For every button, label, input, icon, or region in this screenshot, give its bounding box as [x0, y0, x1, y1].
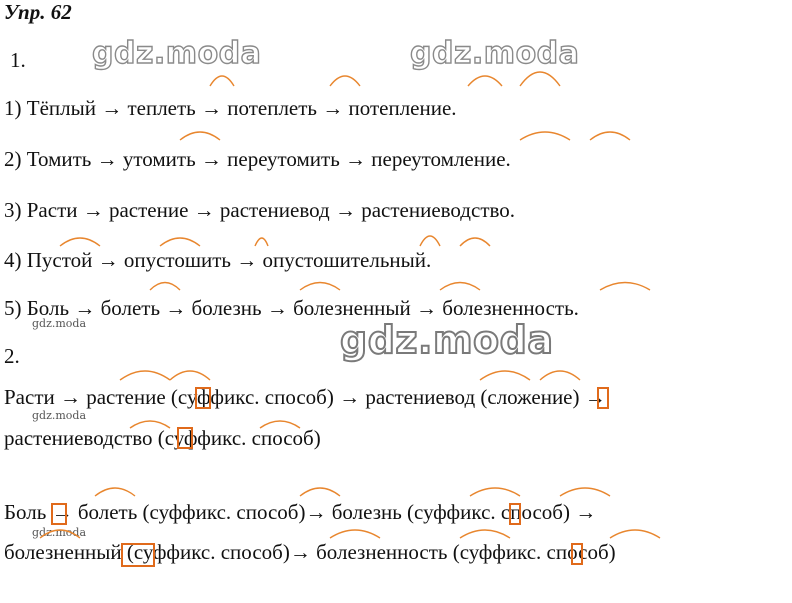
section-number: 2. — [4, 344, 20, 368]
root-arc — [260, 421, 300, 428]
root-arc — [330, 76, 360, 86]
root-arc — [600, 283, 650, 291]
ending-box — [510, 504, 520, 524]
root-arc — [480, 371, 530, 380]
watermark: gdz.moda — [92, 36, 262, 71]
ending-box — [122, 544, 154, 566]
derivation-line: 2) Томить → утомить → переутомить → переутомление. — [4, 147, 511, 171]
root-arc — [520, 132, 570, 140]
root-arc — [95, 488, 135, 496]
watermark: gdz.moda — [340, 318, 554, 362]
method-line: растениеводство (суффикс. способ) — [4, 426, 321, 450]
method-line: болезненный (суффикс. способ)→ болезненность (суффикс. способ) — [4, 540, 616, 564]
root-arc — [440, 283, 480, 291]
derivation-line: 1) Тёплый → теплеть → потеплеть → потепление. — [4, 96, 457, 120]
root-arc — [60, 238, 100, 246]
ending-box — [598, 388, 608, 408]
watermark: gdz.moda — [32, 526, 87, 539]
watermark: gdz.moda — [32, 317, 87, 330]
root-arc — [120, 371, 170, 380]
root-arc — [210, 76, 234, 86]
derivation-line: 5) Боль → болеть → болезнь → болезненный → болезненность. — [4, 296, 579, 320]
root-arc — [330, 530, 380, 538]
root-arc — [300, 488, 340, 496]
root-arc — [468, 76, 502, 86]
watermark: gdz.moda — [410, 36, 580, 71]
ending-box — [196, 388, 210, 408]
derivation-line: 4) Пустой → опустошить → опустошительный. — [4, 248, 432, 272]
root-arc — [40, 530, 80, 538]
root-arc — [520, 72, 560, 86]
root-arc — [130, 421, 170, 428]
root-arc — [610, 530, 660, 538]
method-line: Боль → болеть (суффикс. способ)→ болезнь (суффикс. способ) → — [4, 500, 597, 524]
ending-box — [52, 504, 66, 524]
root-arc — [590, 132, 630, 140]
root-arc — [160, 238, 200, 246]
root-arc — [420, 236, 440, 246]
ending-box — [572, 544, 582, 564]
watermark: gdz.moda — [32, 409, 87, 422]
root-arc — [170, 371, 210, 380]
root-arc — [300, 283, 340, 291]
root-arc — [150, 283, 180, 291]
root-arc — [460, 530, 510, 538]
root-arc — [560, 488, 610, 496]
exercise-title: Упр. 62 — [4, 0, 72, 24]
section-number: 1. — [10, 48, 26, 72]
root-arc — [180, 132, 220, 140]
root-arc — [255, 238, 268, 246]
root-arc — [460, 238, 490, 246]
root-arc — [470, 488, 520, 496]
ending-box — [178, 428, 192, 448]
derivation-line: 3) Расти → растение → растениевод → растениеводство. — [4, 198, 516, 222]
method-line: Расти → растение (суффикс. способ) → растениевод (сложение) → — [4, 385, 606, 409]
root-arc — [540, 371, 580, 380]
